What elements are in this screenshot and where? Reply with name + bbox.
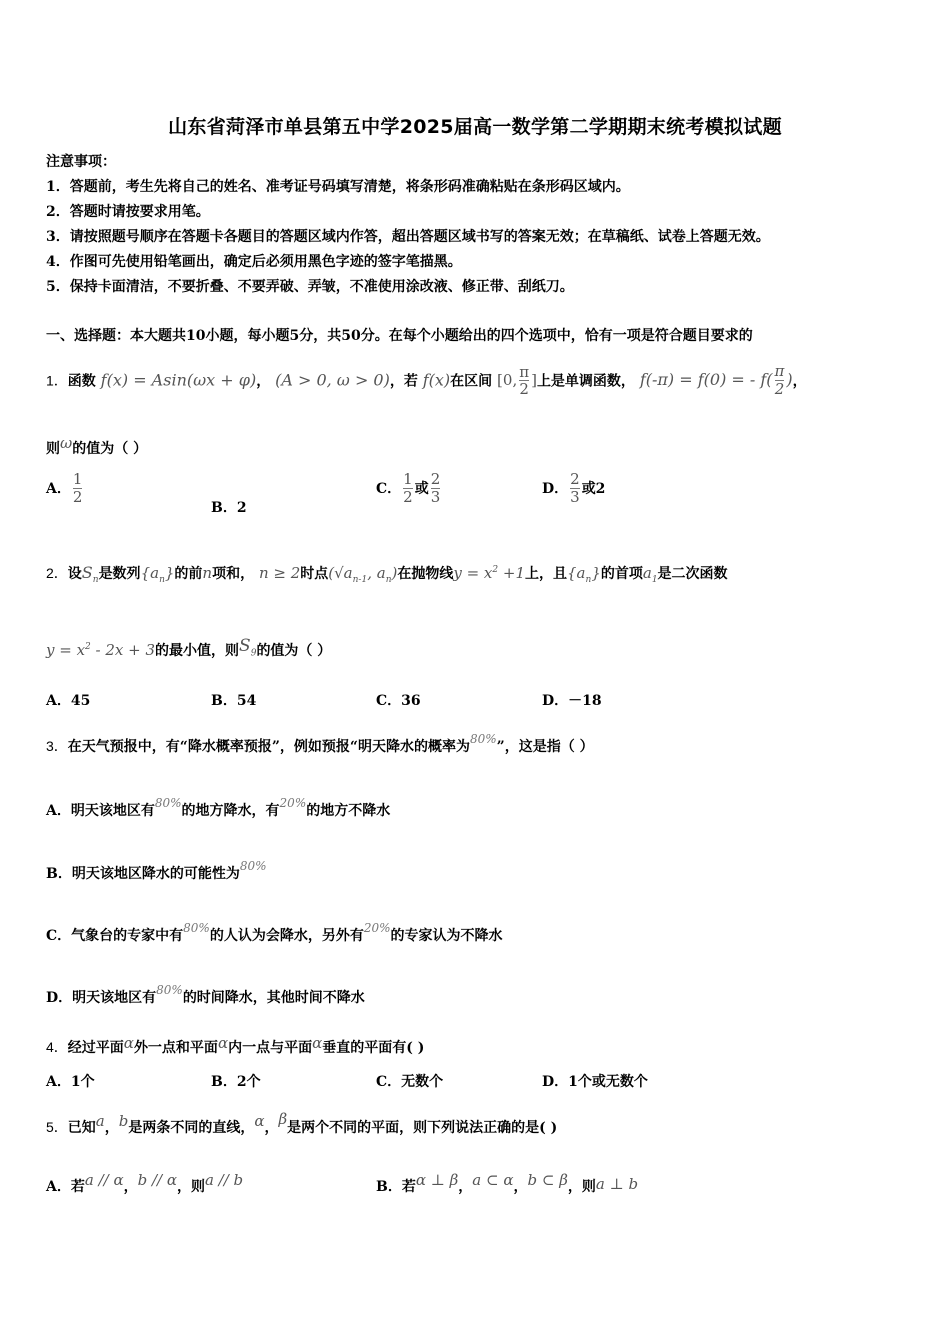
question-2-stem: 2．设$S_n$是数列$\{a_n\}$的前n项和， n ≥ 2时点($√a_{n-1}$, $a_n$)在抛物线$y = x^2 +1$上，且$\{a_n\}$的首项$a_1$是二次函数 — [46, 563, 728, 586]
section-heading: 一、选择题：本大题共10小题，每小题5分，共50分。在每个小题给出的四个选项中，恰有一项是符合题目要求的 — [46, 328, 753, 344]
question-1-ask: 则ω的值为（ ） — [46, 434, 148, 457]
question-5-stem: 5．已知a，b是两条不同的直线，α，β是两个不同的平面，则下列说法正确的是( ) — [46, 1110, 558, 1136]
notice-item-3: 3．请按照题号顺序在答题卡各题目的答题区域内作答，超出答题区域书写的答案无效；在草稿纸、试卷上答题无效。 — [46, 229, 770, 245]
math-equation: f(-π) = f(0) = - f( $\frac{\pi}{2}$ ) — [639, 362, 793, 398]
math-percent: 80% — [469, 732, 497, 746]
question-number: 5． — [46, 1119, 68, 1135]
math-b: b — [118, 1112, 129, 1130]
q4-option-a[interactable]: A．1个 — [46, 1074, 95, 1090]
math-condition: (A > 0, ω > 0) — [275, 370, 390, 390]
q2-option-d[interactable]: D．－18 — [542, 693, 602, 709]
math-function: f(x) = Asin(ωx + φ) — [100, 370, 257, 390]
question-1-stem: 1．函数 f(x) = Asin(ωx + φ)， (A > 0, ω > 0)，若 f(x)在区间 [0, $\frac{\pi}{2}$ ]上是单调函数， f(-π) = f(0) = - f( $\frac{\pi}{2}$ )， — [46, 362, 807, 399]
math-sequence: $\{a_n\}$ — [140, 564, 175, 585]
q3-option-a[interactable]: A．明天该地区有80%的地方降水，有20%的地方不降水 — [46, 796, 391, 819]
math-alpha: α — [254, 1112, 265, 1130]
q1-option-c[interactable]: C． $\frac{1}{2}$ 或 $\frac{2}{3}$ — [376, 470, 441, 506]
question-number: 4． — [46, 1039, 68, 1055]
math-a1: $a_1$ — [642, 564, 658, 585]
math-alpha: α — [217, 1034, 229, 1052]
notice-item-2: 2．答题时请按要求用笔。 — [46, 204, 210, 220]
notice-heading: 注意事项： — [46, 154, 116, 170]
question-number: 1． — [46, 372, 68, 389]
math-beta: β — [278, 1110, 288, 1128]
notice-item-5: 5．保持卡面清洁，不要折叠、不要弄破、弄皱，不准使用涂改液、修正带、刮纸刀。 — [46, 279, 574, 295]
question-number: 3． — [46, 738, 68, 754]
q3-option-b[interactable]: B．明天该地区降水的可能性为80% — [46, 859, 267, 882]
q2-option-c[interactable]: C．36 — [376, 693, 421, 709]
q5-option-a[interactable]: A．若a // α，b // α，则a // b — [46, 1171, 244, 1195]
question-4-stem: 4．经过平面α外一点和平面α内一点与平面α垂直的平面有( ) — [46, 1034, 425, 1056]
math-point: ($√a_{n-1}$, $a_n$) — [328, 564, 398, 585]
q4-option-d[interactable]: D．1个或无数个 — [542, 1074, 648, 1090]
q3-option-d[interactable]: D．明天该地区有80%的时间降水，其他时间不降水 — [46, 983, 365, 1006]
math-interval: [0, $\frac{\pi}{2}$ ] — [497, 362, 537, 399]
q4-option-c[interactable]: C．无数个 — [376, 1074, 444, 1090]
question-3-stem: 3．在天气预报中，有“降水概率预报”，例如预报“明天降水的概率为80%”，这是指（ ） — [46, 732, 594, 755]
math-alpha: α — [312, 1034, 323, 1052]
q1-option-a[interactable]: A． $\frac{1}{2}$ — [46, 470, 83, 506]
notice-item-1: 1．答题前，考生先将自己的姓名、准考证号码填写清楚，将条形码准确粘贴在条形码区域内。 — [46, 179, 630, 195]
math-parabola: $y = x^2 +1$ — [453, 564, 526, 582]
math-fx: f(x) — [422, 370, 451, 390]
math-quadratic: $y = x^2 - 2x + 3$ — [46, 641, 156, 659]
q2-option-a[interactable]: A．45 — [46, 693, 91, 709]
notice-item-4: 4．作图可先使用铅笔画出，确定后必须用黑色字迹的签字笔描黑。 — [46, 254, 462, 270]
math-sn: $S_n$ — [81, 563, 99, 586]
q5-option-b[interactable]: B．若α ⊥ β，a ⊂ α，b ⊂ β，则a ⊥ b — [376, 1171, 639, 1195]
q4-option-b[interactable]: B．2个 — [211, 1074, 261, 1090]
math-n-condition: n ≥ 2 — [258, 564, 301, 582]
q2-option-b[interactable]: B．54 — [211, 693, 257, 709]
question-2-ask: $y = x^2 - 2x + 3$的最小值，则$S_9$的值为（ ） — [46, 636, 332, 659]
question-number: 2． — [46, 565, 68, 581]
math-sequence: $\{a_n\}$ — [567, 564, 601, 585]
q1-option-b[interactable]: B．2 — [211, 500, 247, 516]
math-a: a — [95, 1112, 105, 1130]
q3-option-c[interactable]: C．气象台的专家中有80%的人认为会降水，另外有20%的专家认为不降水 — [46, 921, 503, 944]
math-omega: ω — [60, 434, 73, 452]
math-s9: $S_9$ — [239, 636, 257, 659]
page-title: 山东省菏泽市单县第五中学2025届高一数学第二学期期末统考模拟试题 — [168, 116, 782, 138]
math-alpha: α — [123, 1034, 134, 1052]
q1-option-d[interactable]: D． $\frac{2}{3}$ 或2 — [542, 470, 606, 506]
